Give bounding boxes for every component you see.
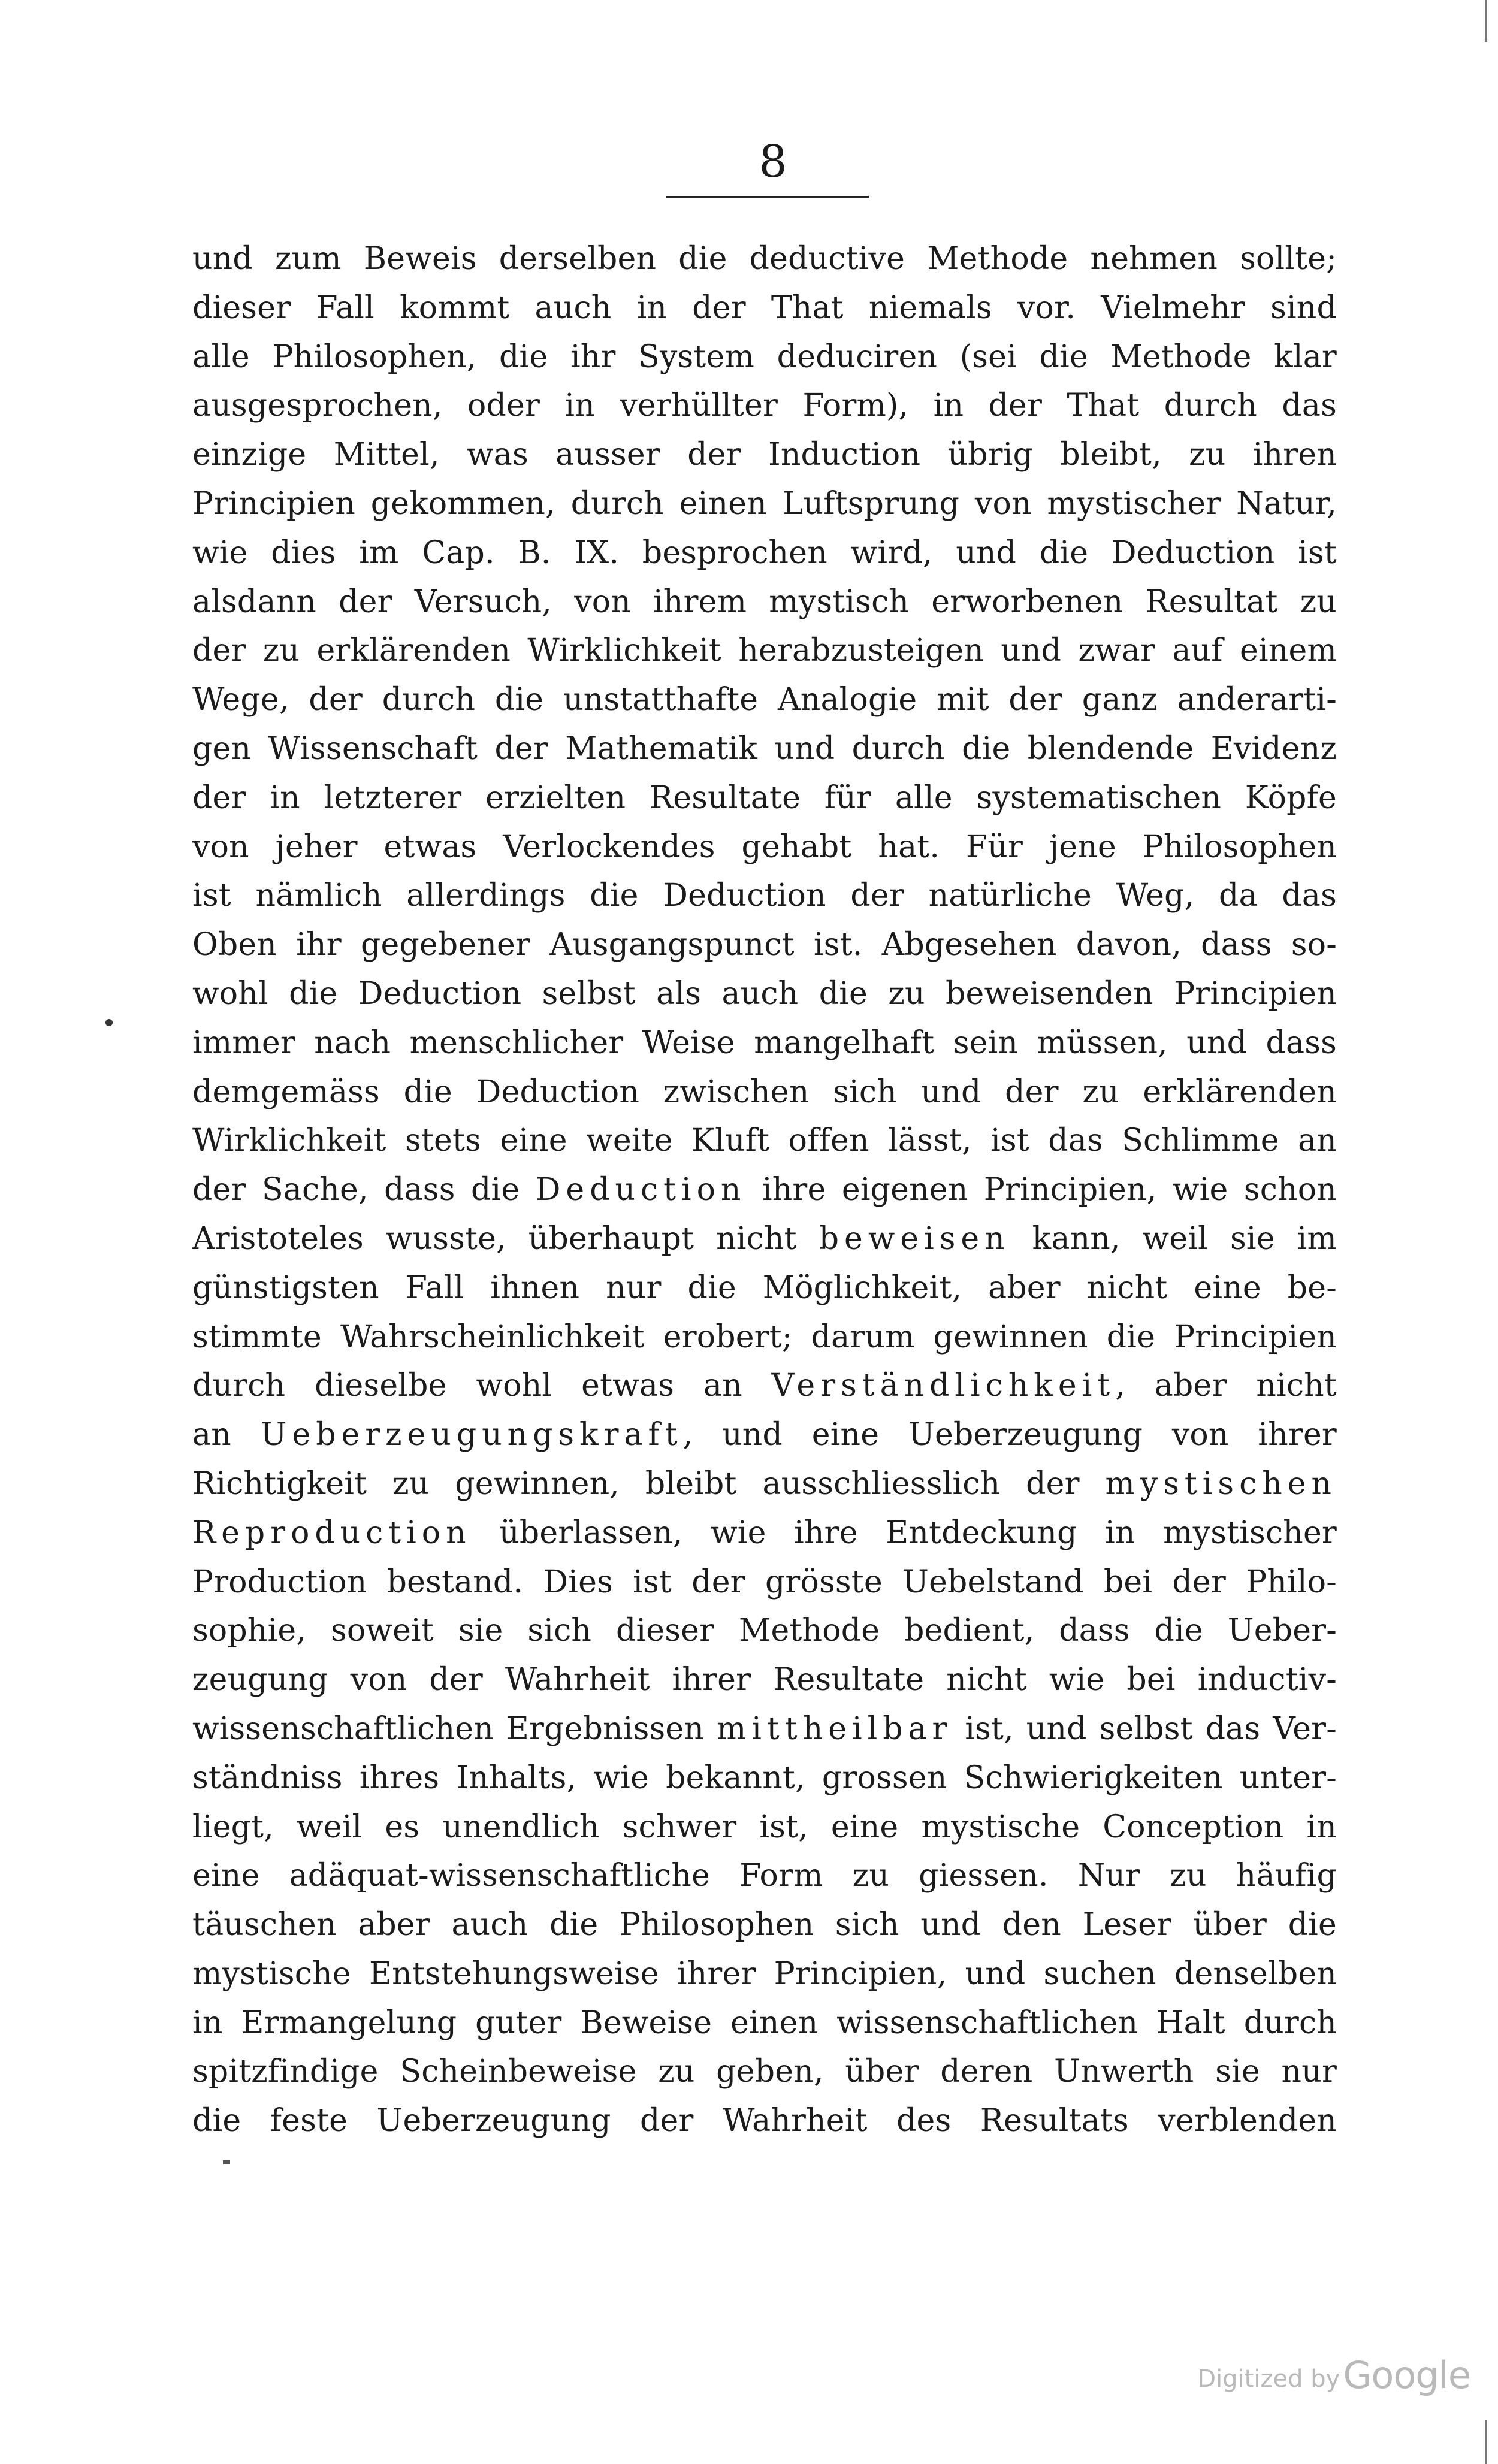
text-run: dieser Fall kommt auch in der That niemals vor. Vielmehr sind	[192, 289, 1337, 326]
text-run: Aristoteles wusste, überhaupt nicht	[192, 1220, 819, 1257]
text-line	[192, 1852, 1337, 1901]
body-text	[192, 235, 1337, 2146]
text-line	[192, 1999, 1337, 2048]
text-run: stimmte Wahrscheinlichkeit erobert; darum gewinnen die Principien	[192, 1319, 1337, 1355]
text-line	[192, 1362, 1337, 1411]
watermark-prefix: Digitized by	[1197, 2365, 1340, 2393]
text-run: Oben ihr gegebener Ausgangspunct ist. Abgesehen davon, dass so-	[192, 927, 1337, 963]
spaced-emphasis: mittheilbar	[716, 1710, 953, 1747]
stray-mark	[223, 2160, 230, 2164]
text-run: eine adäquat-wissenschaftliche Form zu giessen. Nur zu häufig	[192, 1858, 1337, 1894]
spaced-emphasis: Deduction	[535, 1172, 747, 1208]
text-line	[192, 1411, 1337, 1460]
text-line	[192, 235, 1337, 284]
text-line	[192, 1950, 1337, 1999]
text-run: der Sache, dass die	[192, 1172, 536, 1208]
spaced-emphasis: beweisen	[819, 1220, 1010, 1257]
text-run: täuschen aber auch die Philosophen sich und den Leser über die	[192, 1907, 1337, 1943]
text-line	[192, 1901, 1337, 1950]
text-run: gen Wissenschaft der Mathematik und durch die blendende Evidenz	[192, 730, 1337, 767]
text-line	[192, 676, 1337, 725]
text-run: ausgesprochen, oder in verhüllter Form), in der That durch das	[192, 388, 1337, 424]
text-run: der in letzterer erzielten Resultate für alle systematischen Köpfe	[192, 779, 1337, 816]
text-run: , aber nicht	[1115, 1368, 1337, 1404]
text-line	[192, 1166, 1337, 1215]
text-run: ständniss ihres Inhalts, wie bekannt, grossen Schwierigkeiten unter-	[192, 1759, 1337, 1796]
text-run: Principien gekommen, durch einen Luftsprung von mystischer Natur,	[192, 485, 1337, 522]
scan-edge	[1485, 2420, 1487, 2464]
text-line	[192, 1313, 1337, 1362]
text-run: an	[192, 1417, 261, 1453]
text-run: einzige Mittel, was ausser der Induction übrig bleibt, zu ihren	[192, 437, 1337, 473]
text-run: mystische Entstehungsweise ihrer Principien, und suchen denselben	[192, 1955, 1337, 1992]
text-run: die feste Ueberzeugung der Wahrheit des Resultats verblenden	[192, 2103, 1337, 2139]
text-run: von jeher etwas Verlockendes gehabt hat. Für jene Philosophen	[192, 829, 1337, 865]
text-run: überlassen, wie ihre Entdeckung in mystischer	[471, 1514, 1337, 1551]
text-run: immer nach menschlicher Weise mangelhaft sein müssen, und dass	[192, 1024, 1337, 1061]
text-run: und zum Beweis derselben die deductive Methode nehmen sollte;	[192, 241, 1337, 277]
spaced-emphasis: mystischen	[1105, 1465, 1337, 1502]
text-run: ihre eigenen Principien, wie schon	[746, 1172, 1337, 1208]
text-run: durch dieselbe wohl etwas an	[192, 1368, 772, 1404]
text-run: Richtigkeit zu gewinnen, bleibt ausschliesslich der	[192, 1465, 1106, 1502]
text-run: Wirklichkeit stets eine weite Kluft offen lässt, ist das Schlimme an	[192, 1123, 1337, 1159]
text-line	[192, 627, 1337, 676]
text-line	[192, 1215, 1337, 1264]
text-run: liegt, weil es unendlich schwer ist, eine mystische Conception in	[192, 1809, 1337, 1845]
text-line	[192, 1656, 1337, 1705]
header-rule	[666, 196, 869, 198]
text-run: der zu erklärenden Wirklichkeit herabzusteigen und zwar auf einem	[192, 633, 1337, 669]
text-line	[192, 1607, 1337, 1656]
text-line	[192, 529, 1337, 578]
stray-mark	[105, 1019, 113, 1026]
text-run: , und eine Ueberzeugung von ihrer	[682, 1417, 1337, 1453]
text-line	[192, 578, 1337, 627]
text-line	[192, 1117, 1337, 1166]
text-line	[192, 333, 1337, 382]
text-line	[192, 872, 1337, 921]
text-line	[192, 284, 1337, 333]
text-line	[192, 1754, 1337, 1803]
text-line	[192, 1803, 1337, 1852]
text-line	[192, 382, 1337, 431]
text-run: in Ermangelung guter Beweise einen wissenschaftlichen Halt durch	[192, 2005, 1337, 2041]
text-line	[192, 1509, 1337, 1558]
text-run: alsdann der Versuch, von ihrem mystisch erworbenen Resultat zu	[192, 584, 1337, 620]
text-run: Wege, der durch die unstatthafte Analogie mit der ganz anderarti-	[192, 682, 1337, 718]
text-run: wissenschaftlichen Ergebnissen	[192, 1710, 717, 1747]
text-line	[192, 1460, 1337, 1509]
text-line	[192, 480, 1337, 529]
spaced-emphasis: Verständlichkeit	[771, 1368, 1116, 1404]
spaced-emphasis: Ueberzeugungskraft	[260, 1417, 683, 1453]
text-run: spitzfindige Scheinbeweise zu geben, über deren Unwerth sie nur	[192, 2054, 1337, 2090]
text-line	[192, 2097, 1337, 2146]
scan-edge	[1485, 0, 1487, 42]
google-logo: Google	[1343, 2353, 1470, 2397]
text-line	[192, 1558, 1337, 1607]
text-run: günstigsten Fall ihnen nur die Möglichkeit, aber nicht eine be-	[192, 1269, 1337, 1306]
text-run: wohl die Deduction selbst als auch die zu beweisenden Principien	[192, 975, 1337, 1012]
text-line	[192, 970, 1337, 1019]
text-line	[192, 1068, 1337, 1117]
text-line	[192, 774, 1337, 823]
text-run: Production bestand. Dies ist der grösste Uebelstand bei der Philo-	[192, 1564, 1337, 1600]
text-line	[192, 1705, 1337, 1754]
spaced-emphasis: Reproduction	[192, 1514, 472, 1551]
text-line	[192, 1264, 1337, 1313]
text-line	[192, 2048, 1337, 2097]
text-run: wie dies im Cap. B. IX. besprochen wird, und die Deduction ist	[192, 534, 1337, 571]
text-run: ist, und selbst das Ver-	[952, 1710, 1337, 1747]
google-watermark	[1195, 2353, 1470, 2397]
text-line	[192, 1019, 1337, 1068]
text-line	[192, 431, 1337, 480]
text-run: ist nämlich allerdings die Deduction der natürliche Weg, da das	[192, 878, 1337, 914]
text-run: kann, weil sie im	[1010, 1220, 1337, 1257]
text-line	[192, 921, 1337, 970]
text-run: demgemäss die Deduction zwischen sich und der zu erklärenden	[192, 1074, 1337, 1110]
text-run: sophie, soweit sie sich dieser Methode bedient, dass die Ueber-	[192, 1613, 1337, 1649]
page-number: 8	[759, 136, 787, 188]
text-run: zeugung von der Wahrheit ihrer Resultate nicht wie bei inductiv-	[192, 1662, 1337, 1698]
text-line	[192, 725, 1337, 774]
text-run: alle Philosophen, die ihr System deduciren (sei die Methode klar	[192, 338, 1337, 375]
text-line	[192, 823, 1337, 872]
